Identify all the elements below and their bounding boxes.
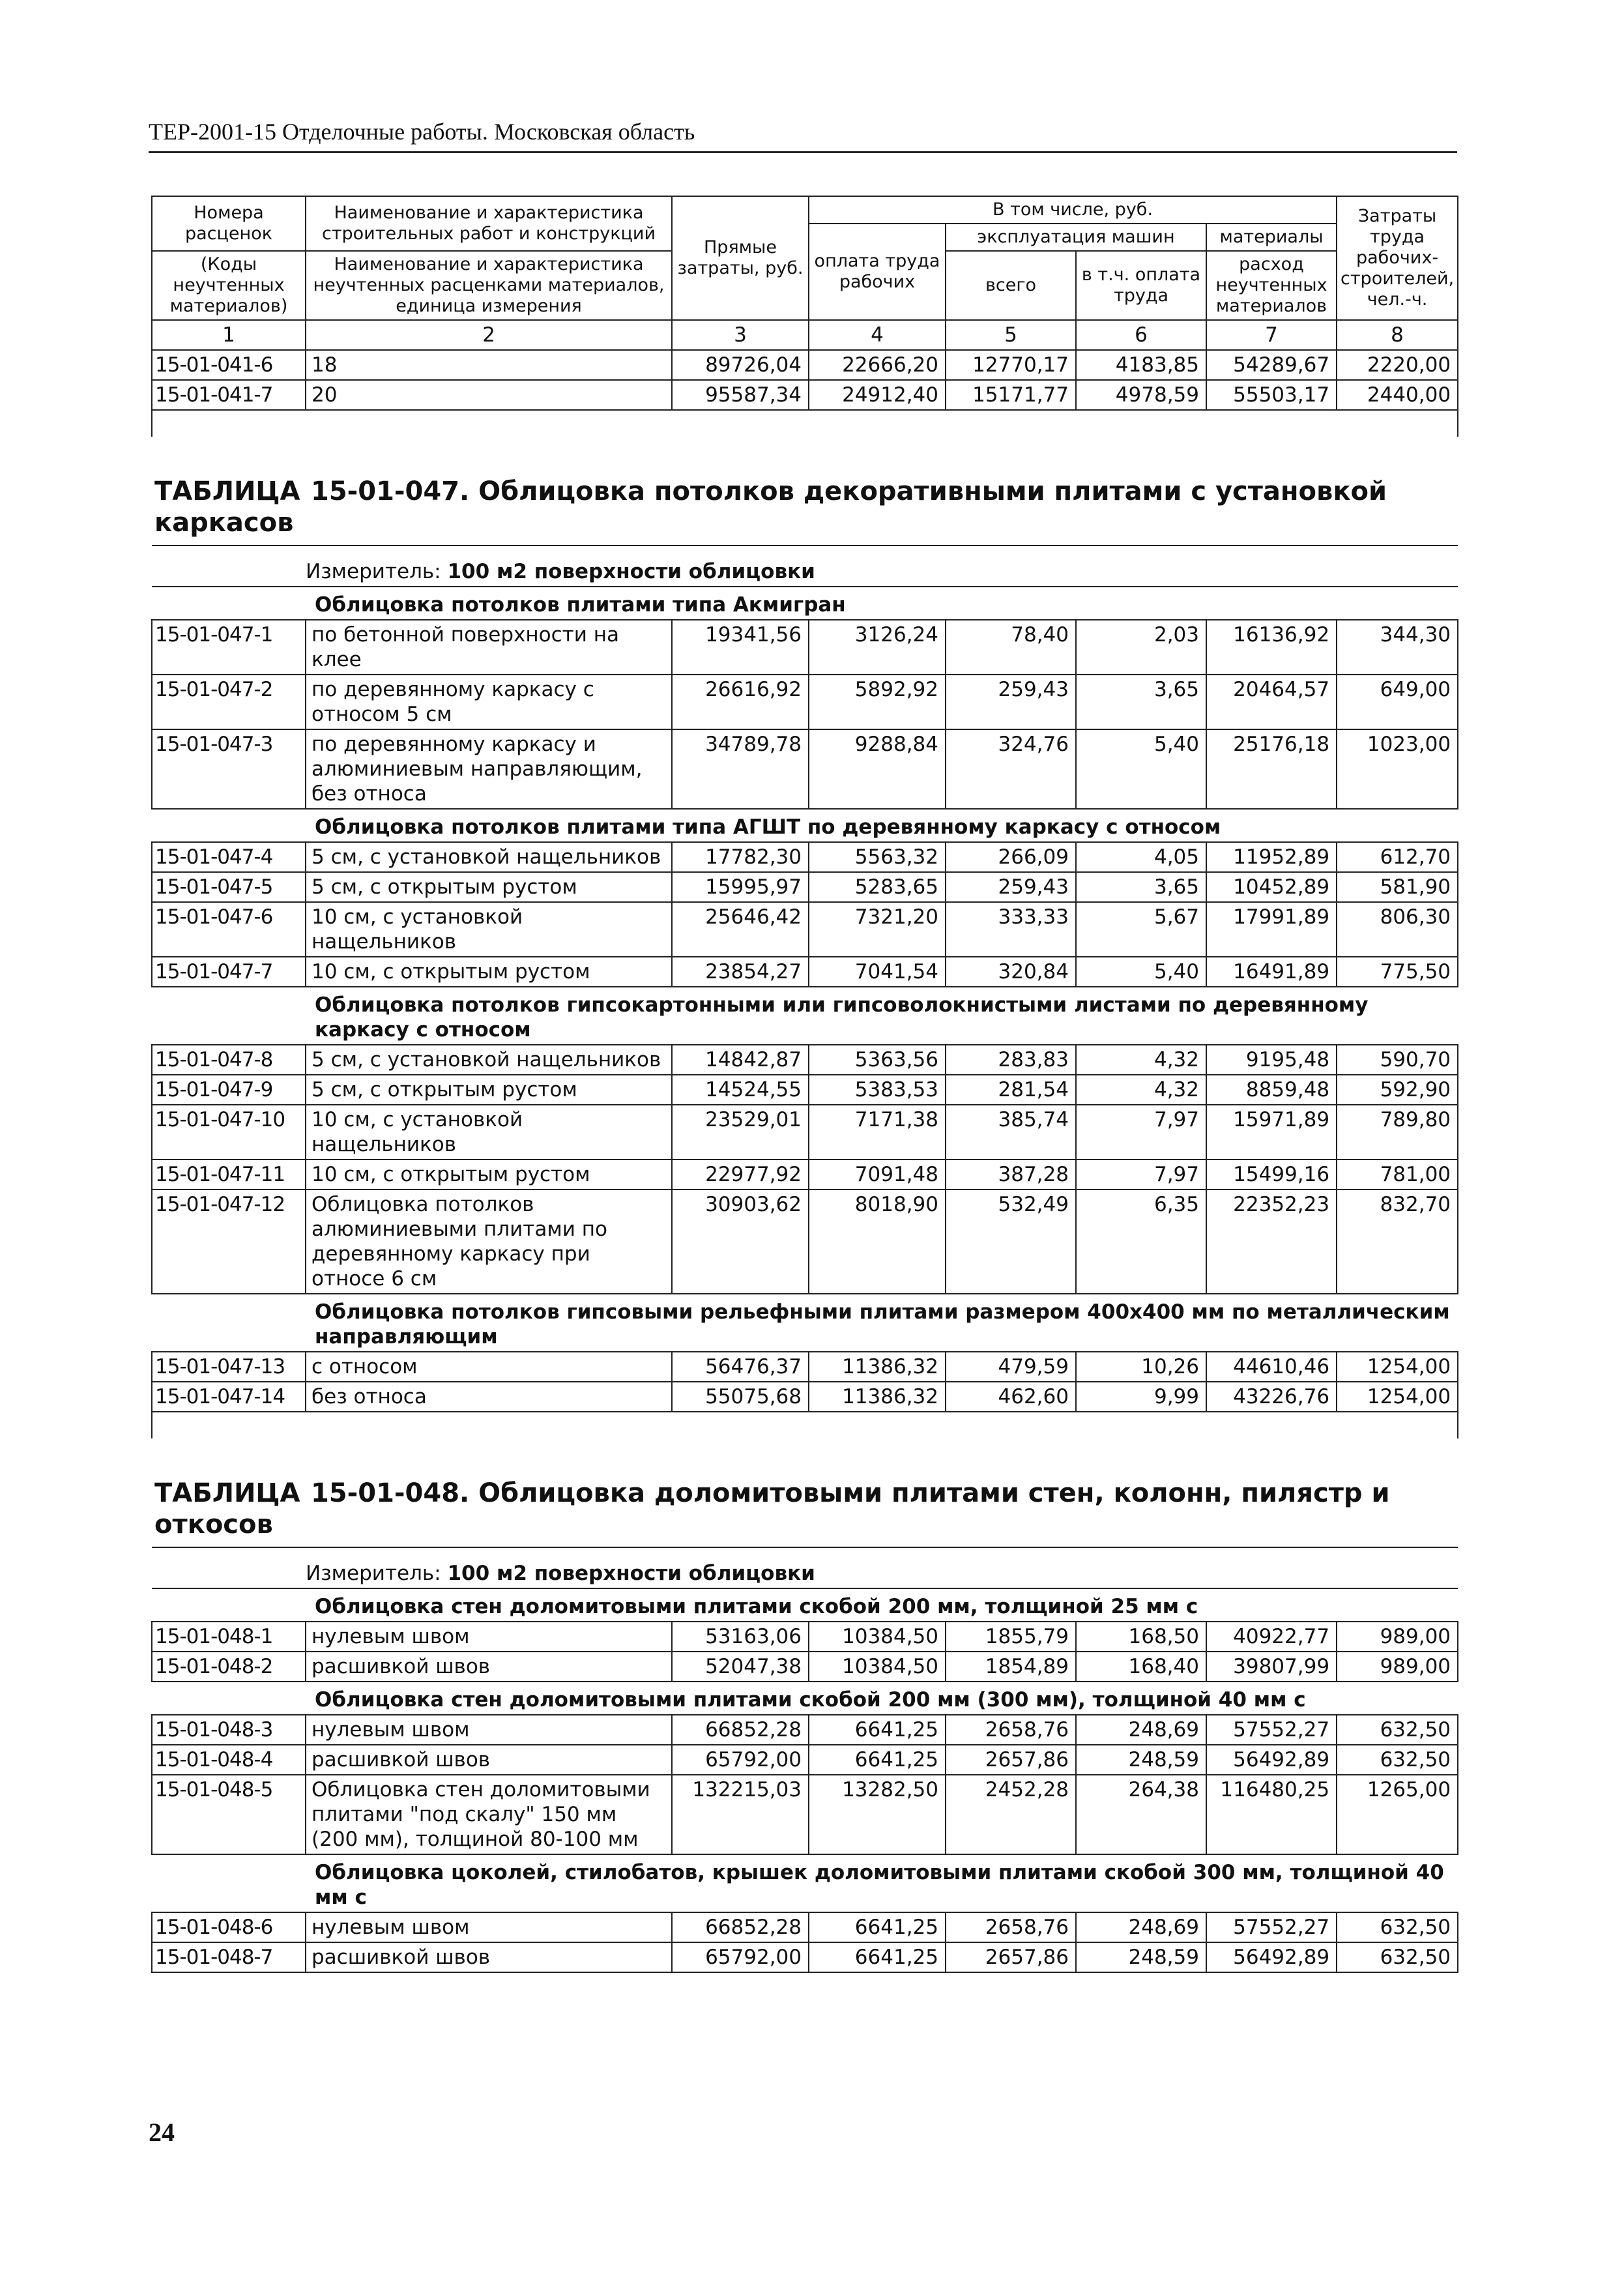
table-title — [152, 437, 1458, 546]
labor-hours: 592,90 — [1337, 1075, 1458, 1105]
page-number: 24 — [149, 2118, 175, 2147]
column-number: 5 — [946, 320, 1076, 350]
table-row — [152, 902, 1458, 957]
rate-code: 15-01-047-8 — [152, 1045, 306, 1075]
materials-cost: 56492,89 — [1206, 1942, 1337, 1972]
machines-wages: 2,03 — [1076, 620, 1206, 675]
table-row — [152, 1715, 1458, 1745]
table-row — [152, 957, 1458, 987]
rate-name: 5 см, с установкой нащельников — [306, 1045, 672, 1075]
col-name-subheader: Наименование и характеристика неучтенных расценками материалов, единица измерения — [306, 251, 672, 320]
rate-code: 15-01-047-13 — [152, 1352, 306, 1382]
column-numbers-row — [152, 320, 1458, 350]
rate-code: 15-01-048-6 — [152, 1912, 306, 1942]
labor-hours: 590,70 — [1337, 1045, 1458, 1075]
labor-hours: 789,80 — [1337, 1105, 1458, 1160]
materials-cost: 16491,89 — [1206, 957, 1337, 987]
rate-name: Облицовка стен доломитовыми плитами "под скалу" 150 мм (200 мм), толщиной 80-100 мм — [306, 1775, 672, 1854]
group-heading-row — [152, 1854, 1458, 1912]
wages: 6641,25 — [809, 1745, 946, 1775]
direct-cost: 65792,00 — [672, 1942, 809, 1972]
table-row — [152, 1160, 1458, 1189]
direct-cost: 55075,68 — [672, 1382, 809, 1412]
rate-name: с относом — [306, 1352, 672, 1382]
table-title-row — [152, 437, 1458, 546]
column-number: 8 — [1337, 320, 1458, 350]
col-materials-usage-header: расход неучтенных материалов — [1206, 251, 1337, 320]
machines-total: 283,83 — [946, 1045, 1076, 1075]
group-heading: Облицовка потолков гипсокартонными или гипсоволокнистыми листами по деревянному каркасу с относом — [152, 987, 1458, 1045]
rate-name: 10 см, с открытым рустом — [306, 957, 672, 987]
machines-wages: 248,69 — [1076, 1912, 1206, 1942]
labor-hours: 632,50 — [1337, 1745, 1458, 1775]
unit-row — [152, 1547, 1458, 1588]
unit-label: Измеритель: — [306, 1562, 448, 1585]
table-row — [152, 1075, 1458, 1105]
rate-code: 15-01-048-2 — [152, 1652, 306, 1682]
materials-cost: 57552,27 — [1206, 1912, 1337, 1942]
direct-cost: 23854,27 — [672, 957, 809, 987]
rate-code: 15-01-047-4 — [152, 842, 306, 872]
table-row — [152, 1045, 1458, 1075]
direct-cost: 53163,06 — [672, 1622, 809, 1652]
direct-cost: 19341,56 — [672, 620, 809, 675]
wages: 5283,65 — [809, 872, 946, 902]
rate-code: 15-01-041-7 — [152, 380, 306, 410]
rate-code: 15-01-048-5 — [152, 1775, 306, 1854]
rate-name: нулевым швом — [306, 1912, 672, 1942]
wages: 9288,84 — [809, 729, 946, 809]
materials-cost: 56492,89 — [1206, 1745, 1337, 1775]
group-heading: Облицовка стен доломитовыми плитами скобой 200 мм, толщиной 25 мм с — [152, 1588, 1458, 1622]
table-row — [152, 729, 1458, 809]
materials-cost: 15499,16 — [1206, 1160, 1337, 1189]
direct-cost: 66852,28 — [672, 1715, 809, 1745]
direct-cost: 95587,34 — [672, 380, 809, 410]
materials-cost: 11952,89 — [1206, 842, 1337, 872]
materials-cost: 57552,27 — [1206, 1715, 1337, 1745]
table-row — [152, 1105, 1458, 1160]
rate-name: расшивкой швов — [306, 1652, 672, 1682]
machines-total: 259,43 — [946, 675, 1076, 729]
machines-total: 2657,86 — [946, 1942, 1076, 1972]
group-heading-row — [152, 809, 1458, 842]
labor-hours: 832,70 — [1337, 1189, 1458, 1294]
rate-name: без относа — [306, 1382, 672, 1412]
labor-hours: 806,30 — [1337, 902, 1458, 957]
table-row — [152, 1745, 1458, 1775]
materials-cost: 39807,99 — [1206, 1652, 1337, 1682]
spacer-cell — [152, 410, 1458, 437]
materials-cost: 55503,17 — [1206, 380, 1337, 410]
column-number: 6 — [1076, 320, 1206, 350]
labor-hours: 344,30 — [1337, 620, 1458, 675]
direct-cost: 26616,92 — [672, 675, 809, 729]
materials-cost: 8859,48 — [1206, 1075, 1337, 1105]
labor-hours: 632,50 — [1337, 1912, 1458, 1942]
table-label: ТАБЛИЦА — [154, 1478, 300, 1508]
machines-total: 266,09 — [946, 842, 1076, 872]
column-number: 3 — [672, 320, 809, 350]
machines-wages: 168,40 — [1076, 1652, 1206, 1682]
materials-cost: 9195,48 — [1206, 1045, 1337, 1075]
rate-code: 15-01-047-11 — [152, 1160, 306, 1189]
wages: 8018,90 — [809, 1189, 946, 1294]
price-table-frame — [151, 196, 1457, 1973]
wages: 7171,38 — [809, 1105, 946, 1160]
wages: 5363,56 — [809, 1045, 946, 1075]
direct-cost: 34789,78 — [672, 729, 809, 809]
machines-wages: 248,59 — [1076, 1745, 1206, 1775]
wages: 7091,48 — [809, 1160, 946, 1189]
table-row — [152, 1775, 1458, 1854]
rate-name: 18 — [306, 350, 672, 380]
rate-name: по бетонной поверхности на клее — [306, 620, 672, 675]
rate-name: по деревянному каркасу с относом 5 см — [306, 675, 672, 729]
rate-code: 15-01-041-6 — [152, 350, 306, 380]
labor-hours: 581,90 — [1337, 872, 1458, 902]
group-heading-row — [152, 987, 1458, 1045]
machines-total: 15171,77 — [946, 380, 1076, 410]
machines-wages: 5,67 — [1076, 902, 1206, 957]
group-heading: Облицовка стен доломитовыми плитами скобой 200 мм (300 мм), толщиной 40 мм с — [152, 1682, 1458, 1715]
wages: 7321,20 — [809, 902, 946, 957]
table-row — [152, 872, 1458, 902]
machines-total: 479,59 — [946, 1352, 1076, 1382]
price-table — [151, 196, 1458, 1973]
machines-wages: 6,35 — [1076, 1189, 1206, 1294]
table-head — [152, 196, 1458, 350]
rate-name: 5 см, с открытым рустом — [306, 872, 672, 902]
col-code-subheader: (Коды неучтенных материалов) — [152, 251, 306, 320]
rate-name: 10 см, с открытым рустом — [306, 1160, 672, 1189]
materials-cost: 15971,89 — [1206, 1105, 1337, 1160]
machines-wages: 4,32 — [1076, 1075, 1206, 1105]
labor-hours: 775,50 — [1337, 957, 1458, 987]
machines-wages: 4183,85 — [1076, 350, 1206, 380]
col-labor-header: Затраты труда рабочих-строителей, чел.-ч. — [1337, 196, 1458, 320]
group-heading: Облицовка потолков плитами типа АГШТ по деревянному каркасу с относом — [152, 809, 1458, 842]
materials-cost: 16136,92 — [1206, 620, 1337, 675]
rate-name: 5 см, с открытым рустом — [306, 1075, 672, 1105]
labor-hours: 989,00 — [1337, 1622, 1458, 1652]
rate-code: 15-01-047-10 — [152, 1105, 306, 1160]
materials-cost: 40922,77 — [1206, 1622, 1337, 1652]
labor-hours: 989,00 — [1337, 1652, 1458, 1682]
direct-cost: 25646,42 — [672, 902, 809, 957]
machines-total: 281,54 — [946, 1075, 1076, 1105]
direct-cost: 23529,01 — [672, 1105, 809, 1160]
wages: 11386,32 — [809, 1352, 946, 1382]
machines-total: 1854,89 — [946, 1652, 1076, 1682]
unit-value: 100 м2 поверхности облицовки — [447, 1562, 815, 1585]
wages: 5892,92 — [809, 675, 946, 729]
machines-wages: 4,32 — [1076, 1045, 1206, 1075]
machines-wages: 3,65 — [1076, 675, 1206, 729]
direct-cost: 14842,87 — [672, 1045, 809, 1075]
rate-code: 15-01-047-5 — [152, 872, 306, 902]
table-title-text: 15-01-048. Облицовка доломитовыми плитами стен, колонн, пилястр и откосов — [154, 1478, 1390, 1539]
spacer-cell — [152, 1412, 1458, 1438]
table-title — [152, 1438, 1458, 1547]
table-row — [152, 842, 1458, 872]
machines-total: 2657,86 — [946, 1745, 1076, 1775]
materials-cost: 10452,89 — [1206, 872, 1337, 902]
col-direct-header: Прямые затраты, руб. — [672, 196, 809, 320]
rate-code: 15-01-047-12 — [152, 1189, 306, 1294]
table-body — [152, 350, 1458, 1972]
rate-name: по деревянному каркасу и алюминиевым направляющим, без относа — [306, 729, 672, 809]
materials-cost: 54289,67 — [1206, 350, 1337, 380]
group-heading-row — [152, 587, 1458, 620]
table-row — [152, 1622, 1458, 1652]
col-incl-header: В том числе, руб. — [809, 196, 1337, 224]
table-row — [152, 1352, 1458, 1382]
machines-total: 462,60 — [946, 1382, 1076, 1412]
rate-name: нулевым швом — [306, 1622, 672, 1652]
table-row — [152, 1382, 1458, 1412]
rate-code: 15-01-048-3 — [152, 1715, 306, 1745]
materials-cost: 116480,25 — [1206, 1775, 1337, 1854]
column-number: 2 — [306, 320, 672, 350]
machines-wages: 5,40 — [1076, 957, 1206, 987]
rate-name: 10 см, с установкой нащельников — [306, 902, 672, 957]
rate-name: расшивкой швов — [306, 1942, 672, 1972]
rate-name: 20 — [306, 380, 672, 410]
machines-wages: 264,38 — [1076, 1775, 1206, 1854]
machines-total: 2452,28 — [946, 1775, 1076, 1854]
rate-name: 5 см, с установкой нащельников — [306, 842, 672, 872]
direct-cost: 17782,30 — [672, 842, 809, 872]
labor-hours: 781,00 — [1337, 1160, 1458, 1189]
wages: 10384,50 — [809, 1652, 946, 1682]
machines-total: 320,84 — [946, 957, 1076, 987]
table-row — [152, 675, 1458, 729]
machines-wages: 4978,59 — [1076, 380, 1206, 410]
machines-total: 324,76 — [946, 729, 1076, 809]
labor-hours: 612,70 — [1337, 842, 1458, 872]
materials-cost: 43226,76 — [1206, 1382, 1337, 1412]
direct-cost: 14524,55 — [672, 1075, 809, 1105]
machines-wages: 4,05 — [1076, 842, 1206, 872]
table-row — [152, 1189, 1458, 1294]
machines-wages: 7,97 — [1076, 1105, 1206, 1160]
machines-wages: 7,97 — [1076, 1160, 1206, 1189]
table-row — [152, 620, 1458, 675]
rate-code: 15-01-047-14 — [152, 1382, 306, 1412]
wages: 11386,32 — [809, 1382, 946, 1412]
rate-code: 15-01-048-1 — [152, 1622, 306, 1652]
unit-value: 100 м2 поверхности облицовки — [447, 560, 815, 583]
col-machines-total-header: всего — [946, 251, 1076, 320]
group-heading-row — [152, 1588, 1458, 1622]
wages: 5563,32 — [809, 842, 946, 872]
machines-wages: 5,40 — [1076, 729, 1206, 809]
direct-cost: 22977,92 — [672, 1160, 809, 1189]
rate-code: 15-01-047-7 — [152, 957, 306, 987]
machines-wages: 248,69 — [1076, 1715, 1206, 1745]
machines-total: 2658,76 — [946, 1912, 1076, 1942]
machines-wages: 3,65 — [1076, 872, 1206, 902]
wages: 22666,20 — [809, 350, 946, 380]
direct-cost: 30903,62 — [672, 1189, 809, 1294]
table-row — [152, 1652, 1458, 1682]
column-number: 1 — [152, 320, 306, 350]
rate-name: Облицовка потолков алюминиевыми плитами по деревянному каркасу при относе 6 см — [306, 1189, 672, 1294]
group-heading: Облицовка потолков гипсовыми рельефными плитами размером 400х400 мм по металлическим направляющим — [152, 1294, 1458, 1352]
machines-total: 259,43 — [946, 872, 1076, 902]
rate-code: 15-01-047-6 — [152, 902, 306, 957]
wages: 7041,54 — [809, 957, 946, 987]
col-wages-header: оплата труда рабочих — [809, 224, 946, 320]
unit-cell — [152, 1547, 1458, 1588]
wages: 5383,53 — [809, 1075, 946, 1105]
machines-total: 333,33 — [946, 902, 1076, 957]
unit-row — [152, 546, 1458, 587]
rate-code: 15-01-047-9 — [152, 1075, 306, 1105]
col-machines-wages-header: в т.ч. оплата труда — [1076, 251, 1206, 320]
machines-total: 532,49 — [946, 1189, 1076, 1294]
wages: 13282,50 — [809, 1775, 946, 1854]
labor-hours: 2440,00 — [1337, 380, 1458, 410]
unit-label: Измеритель: — [306, 560, 448, 583]
col-code-header: Номера расценок — [152, 196, 306, 251]
rate-code: 15-01-048-7 — [152, 1942, 306, 1972]
materials-cost: 20464,57 — [1206, 675, 1337, 729]
direct-cost: 132215,03 — [672, 1775, 809, 1854]
direct-cost: 52047,38 — [672, 1652, 809, 1682]
table-row — [152, 1942, 1458, 1972]
labor-hours: 649,00 — [1337, 675, 1458, 729]
direct-cost: 89726,04 — [672, 350, 809, 380]
rate-name: нулевым швом — [306, 1715, 672, 1745]
section-spacer — [152, 1412, 1458, 1438]
rate-name: расшивкой швов — [306, 1745, 672, 1775]
labor-hours: 632,50 — [1337, 1715, 1458, 1745]
rate-code: 15-01-047-1 — [152, 620, 306, 675]
group-heading-row — [152, 1294, 1458, 1352]
col-machines-header: эксплуатация машин — [946, 224, 1206, 251]
machines-wages: 248,59 — [1076, 1942, 1206, 1972]
labor-hours: 2220,00 — [1337, 350, 1458, 380]
section-spacer — [152, 410, 1458, 437]
rate-code: 15-01-048-4 — [152, 1745, 306, 1775]
table-row — [152, 380, 1458, 410]
wages: 6641,25 — [809, 1715, 946, 1745]
machines-total: 1855,79 — [946, 1622, 1076, 1652]
materials-cost: 22352,23 — [1206, 1189, 1337, 1294]
table-title-row — [152, 1438, 1458, 1547]
table-row — [152, 1912, 1458, 1942]
col-materials-header: материалы — [1206, 224, 1337, 251]
wages: 6641,25 — [809, 1912, 946, 1942]
rate-name: 10 см, с установкой нащельников — [306, 1105, 672, 1160]
machines-total: 12770,17 — [946, 350, 1076, 380]
table-row — [152, 350, 1458, 380]
labor-hours: 1254,00 — [1337, 1382, 1458, 1412]
labor-hours: 1265,00 — [1337, 1775, 1458, 1854]
machines-total: 385,74 — [946, 1105, 1076, 1160]
column-number: 7 — [1206, 320, 1337, 350]
table-label: ТАБЛИЦА — [154, 476, 300, 506]
rate-code: 15-01-047-3 — [152, 729, 306, 809]
table-title-text: 15-01-047. Облицовка потолков декоративными плитами с установкой каркасов — [154, 476, 1387, 538]
direct-cost: 56476,37 — [672, 1352, 809, 1382]
labor-hours: 632,50 — [1337, 1942, 1458, 1972]
group-heading-row — [152, 1682, 1458, 1715]
wages: 6641,25 — [809, 1942, 946, 1972]
materials-cost: 17991,89 — [1206, 902, 1337, 957]
materials-cost: 25176,18 — [1206, 729, 1337, 809]
labor-hours: 1023,00 — [1337, 729, 1458, 809]
machines-wages: 10,26 — [1076, 1352, 1206, 1382]
group-heading: Облицовка потолков плитами типа Акмигран — [152, 587, 1458, 620]
labor-hours: 1254,00 — [1337, 1352, 1458, 1382]
wages: 10384,50 — [809, 1622, 946, 1652]
wages: 24912,40 — [809, 380, 946, 410]
machines-wages: 168,50 — [1076, 1622, 1206, 1652]
direct-cost: 65792,00 — [672, 1745, 809, 1775]
machines-total: 387,28 — [946, 1160, 1076, 1189]
machines-total: 78,40 — [946, 620, 1076, 675]
rate-code: 15-01-047-2 — [152, 675, 306, 729]
group-heading: Облицовка цоколей, стилобатов, крышек доломитовыми плитами скобой 300 мм, толщиной 40 мм с — [152, 1854, 1458, 1912]
col-name-header: Наименование и характеристика строительных работ и конструкций — [306, 196, 672, 251]
direct-cost: 15995,97 — [672, 872, 809, 902]
column-number: 4 — [809, 320, 946, 350]
materials-cost: 44610,46 — [1206, 1352, 1337, 1382]
page-header: ТЕР-2001-15 Отделочные работы. Московская область — [149, 117, 1457, 153]
direct-cost: 66852,28 — [672, 1912, 809, 1942]
machines-wages: 9,99 — [1076, 1382, 1206, 1412]
wages: 3126,24 — [809, 620, 946, 675]
machines-total: 2658,76 — [946, 1715, 1076, 1745]
unit-cell — [152, 546, 1458, 587]
